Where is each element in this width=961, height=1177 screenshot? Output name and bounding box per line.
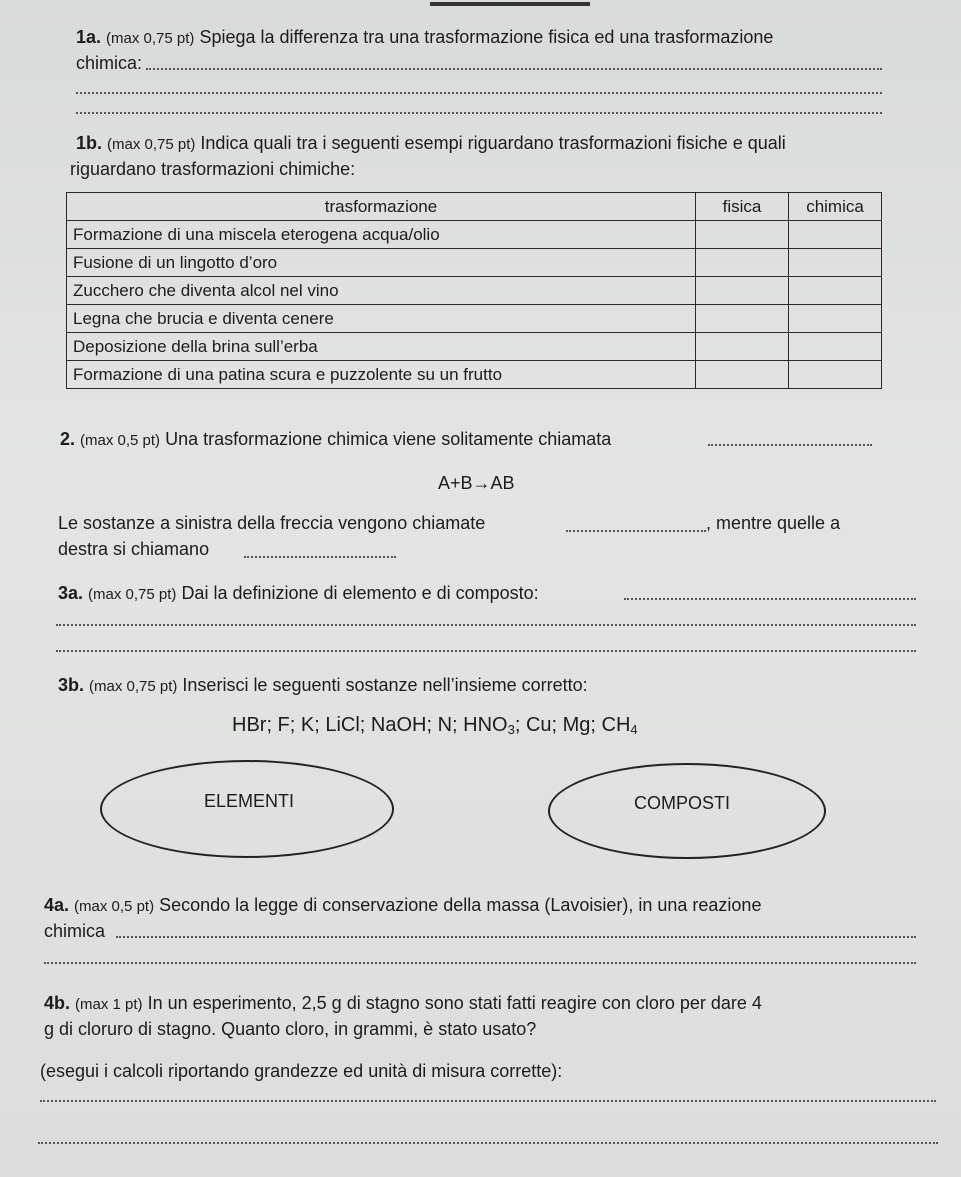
q3b-number: 3b.	[58, 675, 85, 695]
header-fisica: fisica	[696, 193, 789, 221]
subscript-4: 4	[630, 722, 638, 737]
table-row	[67, 361, 882, 389]
q4a-text-line2: chimica	[44, 921, 106, 941]
table-header-row	[67, 193, 882, 221]
chimica-cell[interactable]	[789, 361, 882, 389]
q1a-text: Spiega la differenza tra una trasformazione fisica ed una trasformazione	[199, 27, 774, 47]
chimica-cell[interactable]	[789, 249, 882, 277]
q1b-number: 1b.	[76, 133, 103, 153]
q2-line2: Le sostanze a sinistra della freccia vengono chiamate	[58, 513, 486, 533]
fisica-cell[interactable]	[696, 249, 789, 277]
q1b-text: Indica quali tra i seguenti esempi riguardano trasformazioni fisiche e quali	[200, 133, 786, 153]
question-3b	[58, 674, 588, 698]
q2-text: Una trasformazione chimica viene solitamente chiamata	[165, 429, 612, 449]
row-label: Legna che brucia e diventa cenere	[67, 305, 696, 333]
chimica-cell[interactable]	[789, 305, 882, 333]
row-label: Fusione di un lingotto d’oro	[67, 249, 696, 277]
substances-part1: HBr; F; K; LiCl; NaOH; N; HNO	[232, 714, 508, 736]
table-row	[67, 277, 882, 305]
elements-set-label: ELEMENTI	[204, 791, 295, 811]
q1b-text-line2: riguardano trasformazioni chimiche:	[70, 159, 356, 179]
answer-line[interactable]	[708, 444, 872, 446]
answer-line[interactable]	[566, 530, 706, 532]
answer-line[interactable]	[244, 556, 396, 558]
q2-number: 2.	[60, 429, 76, 449]
q2-points: (max 0,5 pt)	[80, 432, 161, 449]
chimica-cell[interactable]	[789, 277, 882, 305]
q1a-text-line2: chimica:	[76, 53, 143, 73]
q3a-number: 3a.	[58, 583, 84, 603]
chimica-cell[interactable]	[789, 333, 882, 361]
q4a-number: 4a.	[44, 895, 70, 915]
row-label: Deposizione della brina sull’erba	[67, 333, 696, 361]
q1a-number: 1a.	[76, 27, 102, 47]
substances-part2: ; Cu; Mg; CH	[514, 714, 631, 736]
question-3a	[58, 582, 539, 606]
q4b-text-line2: g di cloruro di stagno. Quanto cloro, in grammi, è stato usato?	[44, 1019, 537, 1039]
table-row	[67, 249, 882, 277]
question-4a	[44, 894, 761, 918]
table-row	[67, 305, 882, 333]
fisica-cell[interactable]	[696, 277, 789, 305]
q4b-note: (esegui i calcoli riportando grandezze ed unità di misura corrette):	[40, 1061, 563, 1081]
question-4b	[44, 992, 762, 1016]
row-label: Formazione di una miscela eterogena acqua/olio	[67, 221, 696, 249]
q1a-points: (max 0,75 pt)	[106, 30, 195, 47]
q3b-text: Inserisci le seguenti sostanze nell’insieme corretto:	[182, 675, 588, 695]
row-label: Zucchero che diventa alcol nel vino	[67, 277, 696, 305]
table-row	[67, 221, 882, 249]
q2-line2-end: , mentre quelle a	[706, 513, 841, 533]
title-remnant	[430, 0, 590, 6]
q4b-number: 4b.	[44, 993, 71, 1013]
answer-line[interactable]	[76, 92, 882, 94]
q2-line3: destra si chiamano	[58, 539, 210, 559]
fisica-cell[interactable]	[696, 361, 789, 389]
reaction-equation: A+B→AB	[438, 473, 515, 493]
answer-line[interactable]	[38, 1142, 938, 1144]
row-label: Formazione di una patina scura e puzzolente su un frutto	[67, 361, 696, 389]
answer-line[interactable]	[56, 650, 916, 652]
fisica-cell[interactable]	[696, 333, 789, 361]
fisica-cell[interactable]	[696, 221, 789, 249]
q3b-points: (max 0,75 pt)	[89, 678, 178, 695]
answer-line[interactable]	[146, 68, 882, 70]
answer-line[interactable]	[76, 112, 882, 114]
q4a-text: Secondo la legge di conservazione della massa (Lavoisier), in una reazione	[159, 895, 762, 915]
chimica-cell[interactable]	[789, 221, 882, 249]
question-2	[60, 428, 611, 452]
substances-list	[232, 714, 638, 737]
compounds-set-label: COMPOSTI	[634, 793, 731, 813]
question-1a	[76, 26, 773, 50]
header-trasformazione: trasformazione	[67, 193, 696, 221]
q4b-points: (max 1 pt)	[75, 996, 143, 1013]
q4b-text: In un esperimento, 2,5 g di stagno sono stati fatti reagire con cloro per dare 4	[147, 993, 762, 1013]
q4a-points: (max 0,5 pt)	[74, 898, 155, 915]
subscript-3: 3	[507, 722, 515, 737]
question-1b	[76, 132, 786, 156]
table-row	[67, 333, 882, 361]
answer-line[interactable]	[624, 598, 916, 600]
q3a-points: (max 0,75 pt)	[88, 586, 177, 603]
header-chimica: chimica	[789, 193, 882, 221]
answer-line[interactable]	[116, 936, 916, 938]
fisica-cell[interactable]	[696, 305, 789, 333]
transformations-table	[66, 192, 882, 389]
answer-line[interactable]	[40, 1100, 936, 1102]
q1b-points: (max 0,75 pt)	[107, 136, 196, 153]
q3a-text: Dai la definizione di elemento e di composto:	[181, 583, 539, 603]
answer-line[interactable]	[44, 962, 916, 964]
answer-line[interactable]	[56, 624, 916, 626]
